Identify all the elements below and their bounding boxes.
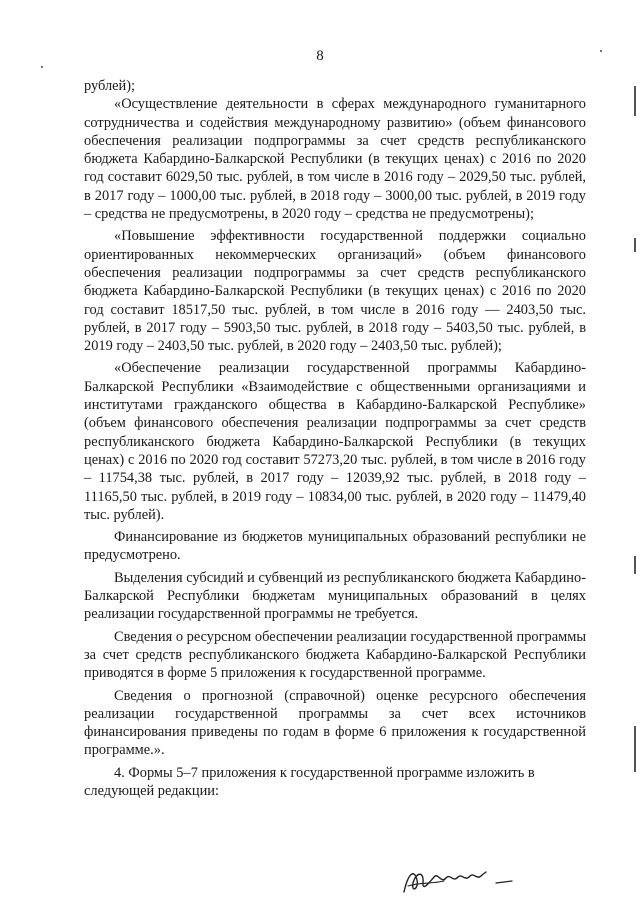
handwritten-signature [398, 862, 518, 900]
page-number: 8 [316, 48, 324, 64]
paragraph-resource-info: Сведения о ресурсном обеспечении реализации государственной программы за счет средств республиканского бюджета Кабардино-Балкарской Республики приводятся в форме 5 приложения к государственной программе. [84, 628, 586, 682]
paragraph-municipal-financing: Финансирование из бюджетов муниципальных образований республики не предусмотрено. [84, 529, 586, 564]
scan-edge-mark [634, 238, 636, 252]
scan-edge-mark [634, 556, 636, 574]
paragraph-subsidies: Выделения субсидий и субвенций из республиканского бюджета Кабардино-Балкарской Республики бюджетам муниципальных образований в целях реализации государственной программы не требуется. [84, 569, 586, 623]
scan-edge-mark [634, 86, 636, 116]
paragraph-forecast-info: Сведения о прогнозной (справочной) оценке ресурсного обеспечения реализации государственной программы за счет всех источников финансирования приведены по годам в форме 6 приложения к государственной программе.». [84, 687, 586, 759]
paragraph-subprogram-implementation: «Обеспечение реализации государственной программы Кабардино-Балкарской Республики «Взаимодействие с общественными организациями и институтами гражданского общества в Кабардино-Балкарской Республике» (объем финансового обеспечения реализации подпрограммы за счет средств республиканского бюджета Кабардино-Балкарской Республики (в текущих ценах) с 2016 по 2020 год составит 57273,20 тыс. рублей, в том числе в 2016 году – 11754,38 тыс. рублей, в 2017 году – 12039,92 тыс. рублей, в 2018 году – 11165,50 тыс. рублей, в 2019 году – 10834,00 тыс. рублей, в 2020 году – 11479,40 тыс. рублей). [84, 360, 586, 523]
paragraph-subprogram-humanitarian: «Осуществление деятельности в сферах международного гуманитарного сотрудничества и содействия международному развитию» (объем финансового обеспечения реализации подпрограммы за счет средств республиканского бюджета Кабардино-Балкарской Республики (в текущих ценах) с 2016 по 2020 год составит 6029,50 тыс. рублей, в том числе в 2016 году – 2029,50 тыс. рублей, в 2017 году – 1000,00 тыс. рублей, в 2018 году – 3000,00 тыс. рублей, в 2019 году – средства не предусмотрены, в 2020 году – средства не предусмотрены); [84, 96, 586, 223]
scan-edge-mark [634, 726, 636, 772]
document-body [84, 77, 586, 800]
scan-speck [41, 66, 43, 68]
paragraph-forms-clause: 4. Формы 5–7 приложения к государственной программе изложить в следующей редакции: [84, 764, 535, 799]
paragraph-continuation: рублей); [84, 78, 136, 94]
paragraph-subprogram-nko: «Повышение эффективности государственной поддержки социально ориентированных некоммерческих организаций» (объем финансового обеспечения реализации подпрограммы за счет средств республиканского бюджета Кабардино-Балкарской Республики (в текущих ценах) с 2016 по 2020 год составит 18517,50 тыс. рублей, в том числе в 2016 году — 2403,50 тыс. рублей, в 2017 году – 5903,50 тыс. рублей, в 2018 году – 5403,50 тыс. рублей, в 2019 году – 2403,50 тыс. рублей, в 2020 году – 2403,50 тыс. рублей); [84, 228, 586, 355]
scan-speck [600, 50, 602, 52]
